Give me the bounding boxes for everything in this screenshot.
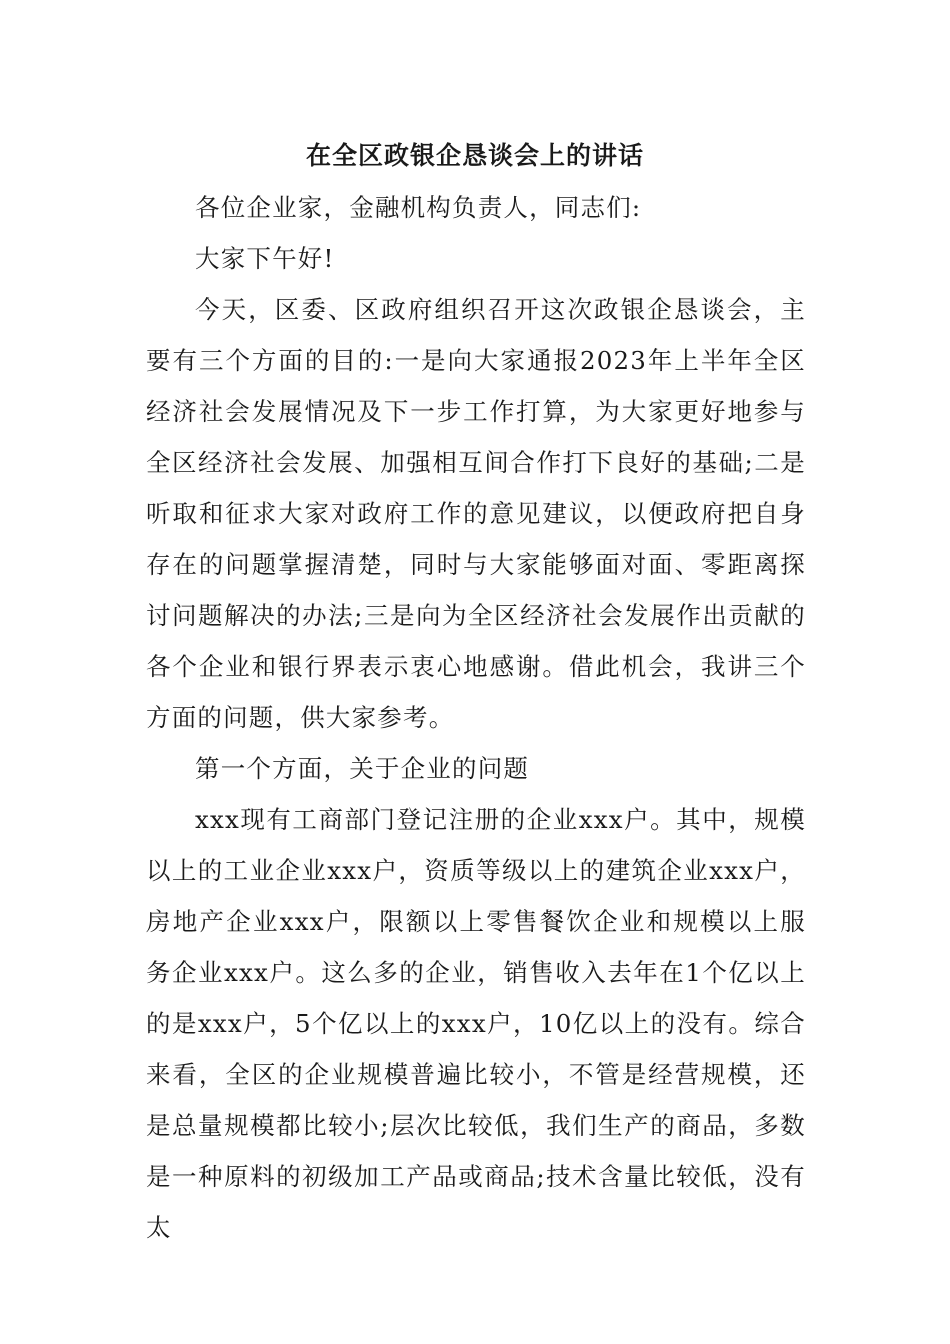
- greeting-paragraph: 大家下午好!: [195, 244, 335, 273]
- section-heading: 第一个方面，关于企业的问题: [195, 754, 530, 783]
- document-body: [146, 182, 806, 1253]
- enterprise-paragraph: xxx现有工商部门登记注册的企业xxx户。其中，规模以上的工业企业xxx户，资质等级以上的建筑企业xxx户，房地产企业xxx户，限额以上零售餐饮企业和规模以上服务企业xxx户。这么多的企业，销售收入去年在1个亿以上的是xxx户，5个亿以上的xxx户，10亿以上的没有。综合来看，全区的企业规模普遍比较小，不管是经营规模，还是总量规模都比较小;层次比较低，我们生产的商品，多数是一种原料的初级加工产品或商品;技术含量比较低，没有太: [146, 805, 806, 1242]
- salutation-paragraph: 各位企业家，金融机构负责人，同志们:: [195, 193, 642, 222]
- document-title: 在全区政银企恳谈会上的讲话: [305, 141, 644, 170]
- purpose-paragraph: 今天，区委、区政府组织召开这次政银企恳谈会，主要有三个方面的目的:一是向大家通报2023年上半年全区经济社会发展情况及下一步工作打算，为大家更好地参与全区经济社会发展、加强相互间合作打下良好的基础;二是听取和征求大家对政府工作的意见建议，以便政府把自身存在的问题掌握清楚，同时与大家能够面对面、零距离探讨问题解决的办法;三是向为全区经济社会发展作出贡献的各个企业和银行界表示衷心地感谢。借此机会，我讲三个方面的问题，供大家参考。: [146, 295, 806, 732]
